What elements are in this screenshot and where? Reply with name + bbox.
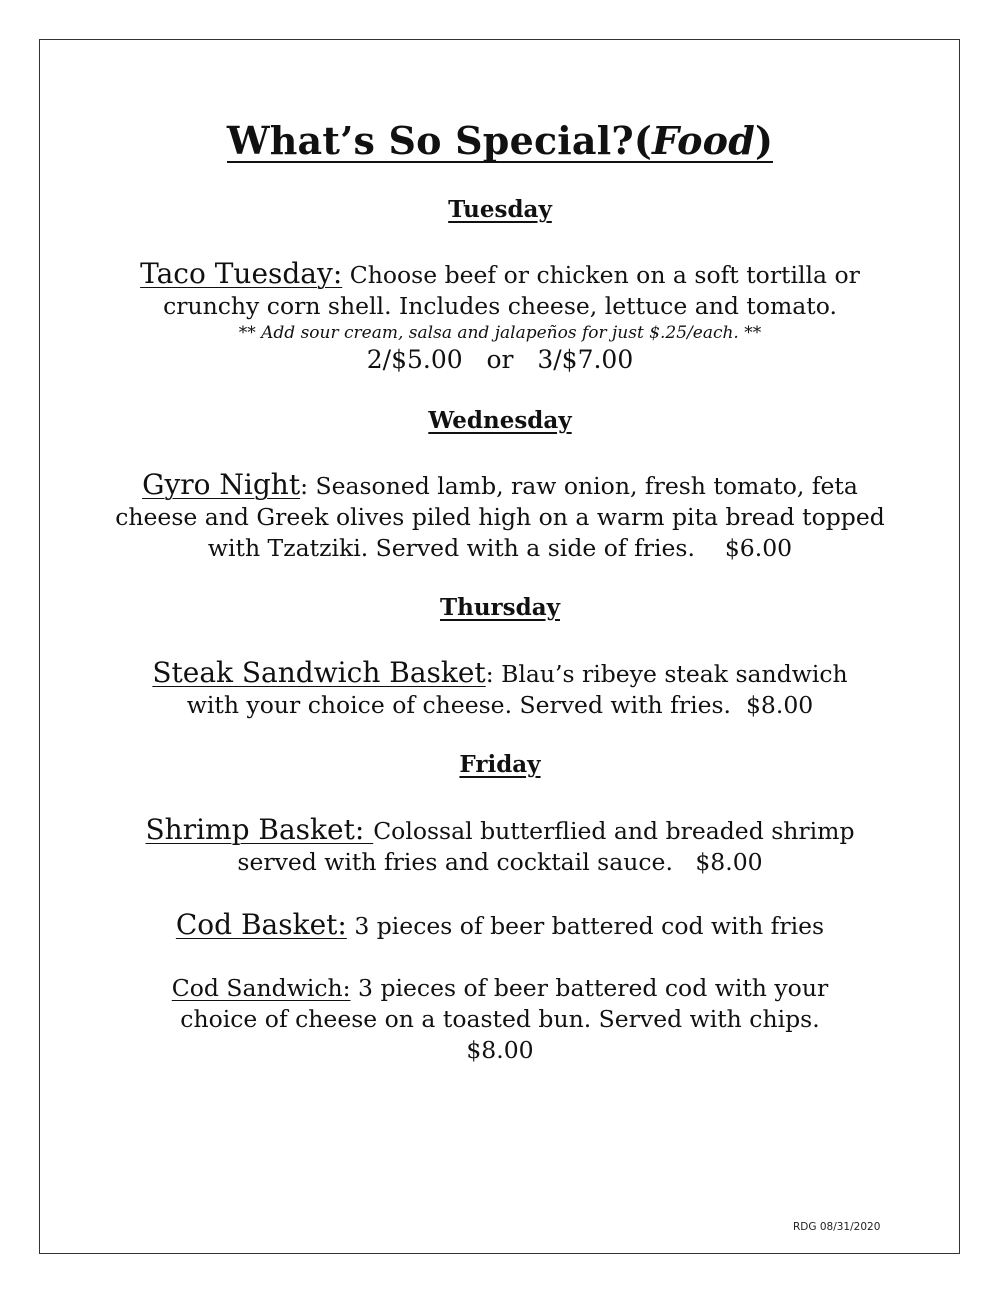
item-prices-taco: 2/$5.00 or 3/$7.00	[366, 345, 634, 374]
item-price-cod-sandwich: $8.00	[466, 1036, 534, 1064]
menu-item-taco	[100, 258, 900, 375]
menu-item-steak	[140, 657, 860, 721]
item-desc-steak: : Blau’s ribeye steak sandwich with your choice of cheese. Served with fries. $8.00	[186, 660, 856, 719]
day-heading-friday: Friday	[459, 751, 541, 778]
item-note-taco: ** Add sour cream, salsa and jalapeños for just $.25/each. **	[238, 323, 762, 343]
item-name-shrimp: Shrimp Basket:	[145, 813, 374, 846]
item-desc-shrimp: Colossal butterflied and breaded shrimp served with fries and cocktail sauce. $8.00	[237, 817, 862, 876]
item-desc-cod-sandwich: 3 pieces of beer battered cod with your choice of cheese on a toasted bun. Served with chips.	[180, 974, 829, 1033]
menu-item-gyro	[100, 469, 900, 564]
item-name-steak: Steak Sandwich Basket	[152, 656, 486, 689]
menu-item-shrimp	[110, 814, 890, 878]
item-name-cod-sandwich: Cod Sandwich:	[171, 974, 351, 1002]
menu-item-cod-basket	[100, 909, 900, 942]
item-name-gyro: Gyro Night	[142, 468, 301, 501]
day-heading-tuesday: Tuesday	[448, 196, 552, 223]
item-desc-taco: Choose beef or chicken on a soft tortilla or crunchy corn shell. Includes cheese, lettuce and tomato.	[163, 261, 860, 320]
item-desc-cod-basket: 3 pieces of beer battered cod with fries	[346, 912, 825, 940]
day-heading-wednesday: Wednesday	[428, 407, 572, 434]
title-italic: Food	[652, 118, 755, 163]
menu-item-cod-sandwich	[130, 973, 870, 1066]
item-name-cod-basket: Cod Basket:	[175, 908, 347, 941]
footer-stamp: RDG 08/31/2020	[793, 1221, 881, 1233]
page-title	[0, 118, 1000, 163]
item-name-taco: Taco Tuesday:	[140, 257, 343, 290]
item-desc-gyro: : Seasoned lamb, raw onion, fresh tomato, feta cheese and Greek olives piled high on a warm pita bread topped with Tzatziki. Served with a side of fries. $6.00	[115, 472, 893, 562]
title-main: What’s So Special?(	[226, 118, 653, 163]
day-heading-thursday: Thursday	[440, 594, 560, 621]
title-close: )	[755, 118, 774, 163]
